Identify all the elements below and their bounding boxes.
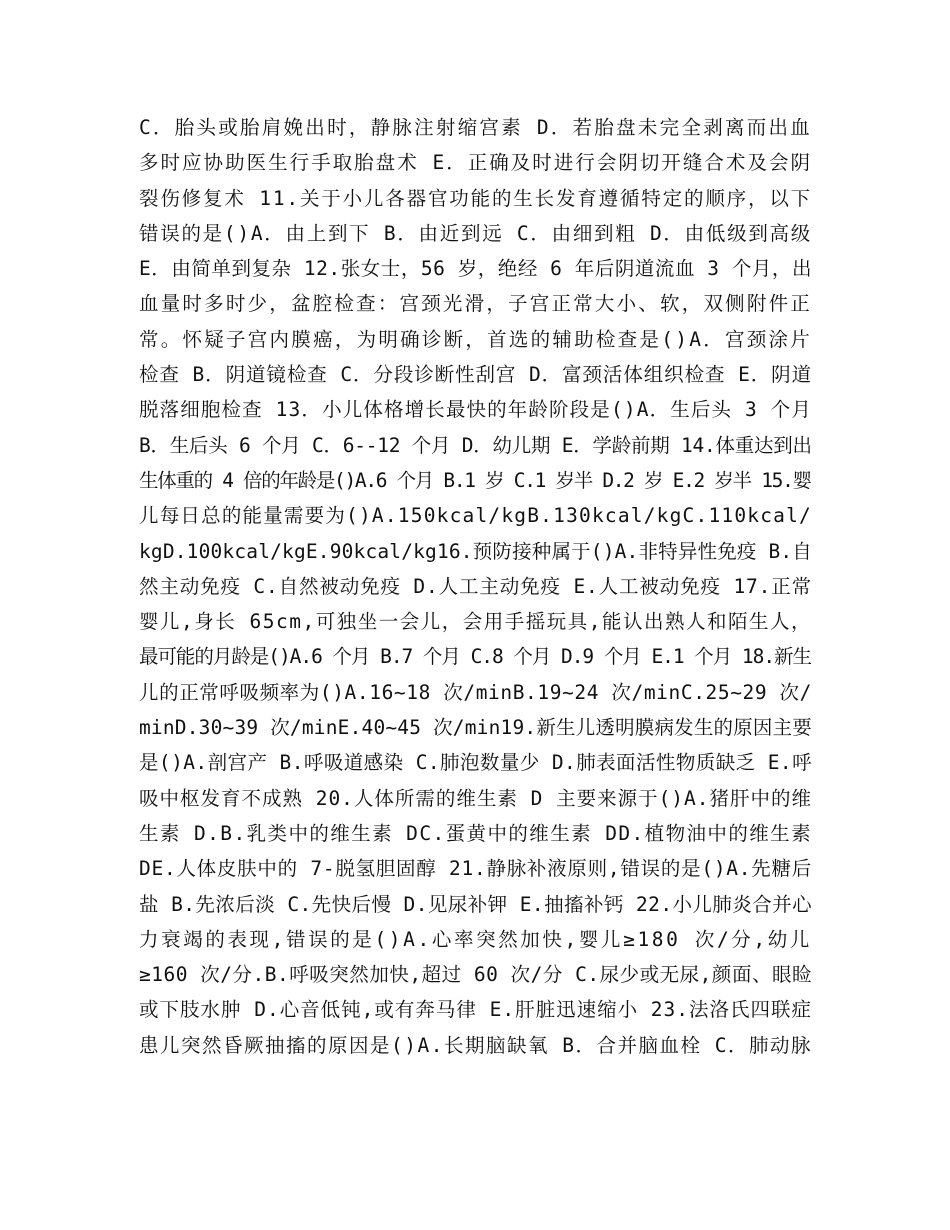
- text-line: 常。怀疑子宫内膜癌，为明确诊断，首选的辅助检查是()A．宫颈涂片: [139, 327, 812, 351]
- body-text: [139, 110, 812, 1063]
- text-line: 儿的正常呼吸频率为()A.16~18 次/minB.19~24 次/minC.25~29 次/: [139, 680, 812, 704]
- text-line: 儿每日总的能量需要为()A.150kcal/kgB.130kcal/kgC.110kcal/: [139, 504, 812, 528]
- text-line: 多时应协助医生行手取胎盘术 E．正确及时进行会阴切开缝合术及会阴: [139, 151, 812, 175]
- text-line: E．由简单到复杂 12.张女士，56 岁，绝经 6 年后阴道流血 3 个月，出: [139, 257, 812, 281]
- text-line: kgD.100kcal/kgE.90kcal/kg16.预防接种属于()A.非特异性免疫 B.自: [139, 539, 812, 563]
- text-line: 生体重的 4 倍的年龄是()A.6 个月 B.1 岁 C.1 岁半 D.2 岁 E.2 岁半 15.婴: [139, 468, 811, 492]
- text-line: 盐 B.先浓后淡 C.先快后慢 D.见尿补钾 E.抽搐补钙 22.小儿肺炎合并心: [139, 892, 812, 916]
- text-line: 婴儿,身长 65cm,可独坐一会儿，会用手摇玩具,能认出熟人和陌生人，: [139, 610, 812, 634]
- text-line: 患儿突然昏厥抽搐的原因是()A.长期脑缺氧 B．合并脑血栓 C．肺动脉: [139, 1033, 812, 1057]
- text-line: 是()A.剖宫产 B.呼吸道感染 C.肺泡数量少 D.肺表面活性物质缺乏 E.呼: [139, 751, 812, 775]
- text-line: DE.人体皮肤中的 7-脱氢胆固醇 21.静脉补液原则,错误的是()A.先糖后: [139, 857, 812, 881]
- text-line: 血量时多时少，盆腔检查：宫颈光滑，子宫正常大小、软，双侧附件正: [139, 292, 812, 316]
- text-line: 或下肢水肿 D.心音低钝,或有奔马律 E.肝脏迅速缩小 23.法洛氏四联症: [139, 998, 812, 1022]
- text-line: 检查 B．阴道镜检查 C．分段诊断性刮宫 D．富颈活体组织检查 E．阴道: [139, 363, 812, 387]
- text-line: 生素 D.B.乳类中的维生素 DC.蛋黄中的维生素 DD.植物油中的维生素: [139, 821, 812, 845]
- text-line: 力衰竭的表现,错误的是()A.心率突然加快,婴儿≥180 次/分,幼儿: [139, 927, 812, 951]
- text-line: 然主动免疫 C.自然被动免疫 D.人工主动免疫 E.人工被动免疫 17.正常: [139, 574, 812, 598]
- text-line: 错误的是()A．由上到下 B．由近到远 C．由细到粗 D．由低级到高级: [139, 221, 812, 245]
- text-line: 吸中枢发育不成熟 20.人体所需的维生素 D 主要来源于()A.猪肝中的维: [139, 786, 812, 810]
- text-line: 裂伤修复术 11.关于小儿各器官功能的生长发育遵循特定的顺序，以下: [139, 186, 812, 210]
- text-line: 脱落细胞检查 13．小儿体格增长最快的年龄阶段是()A．生后头 3 个月: [139, 398, 812, 422]
- text-line: B．生后头 6 个月 C．6--12 个月 D．幼儿期 E．学龄前期 14.体重达到出: [139, 433, 812, 457]
- text-line: C．胎头或胎肩娩出时，静脉注射缩宫素 D．若胎盘未完全剥离而出血: [139, 116, 812, 139]
- text-line: minD.30~39 次/minE.40~45 次/min19.新生儿透明膜病发生的原因主要: [139, 716, 812, 740]
- text-line: ≥160 次/分.B.呼吸突然加快,超过 60 次/分 C.尿少或无尿,颜面、眼睑: [139, 963, 812, 987]
- text-line: 最可能的月龄是()A.6 个月 B.7 个月 C.8 个月 D.9 个月 E.1 个月 18.新生: [139, 645, 811, 669]
